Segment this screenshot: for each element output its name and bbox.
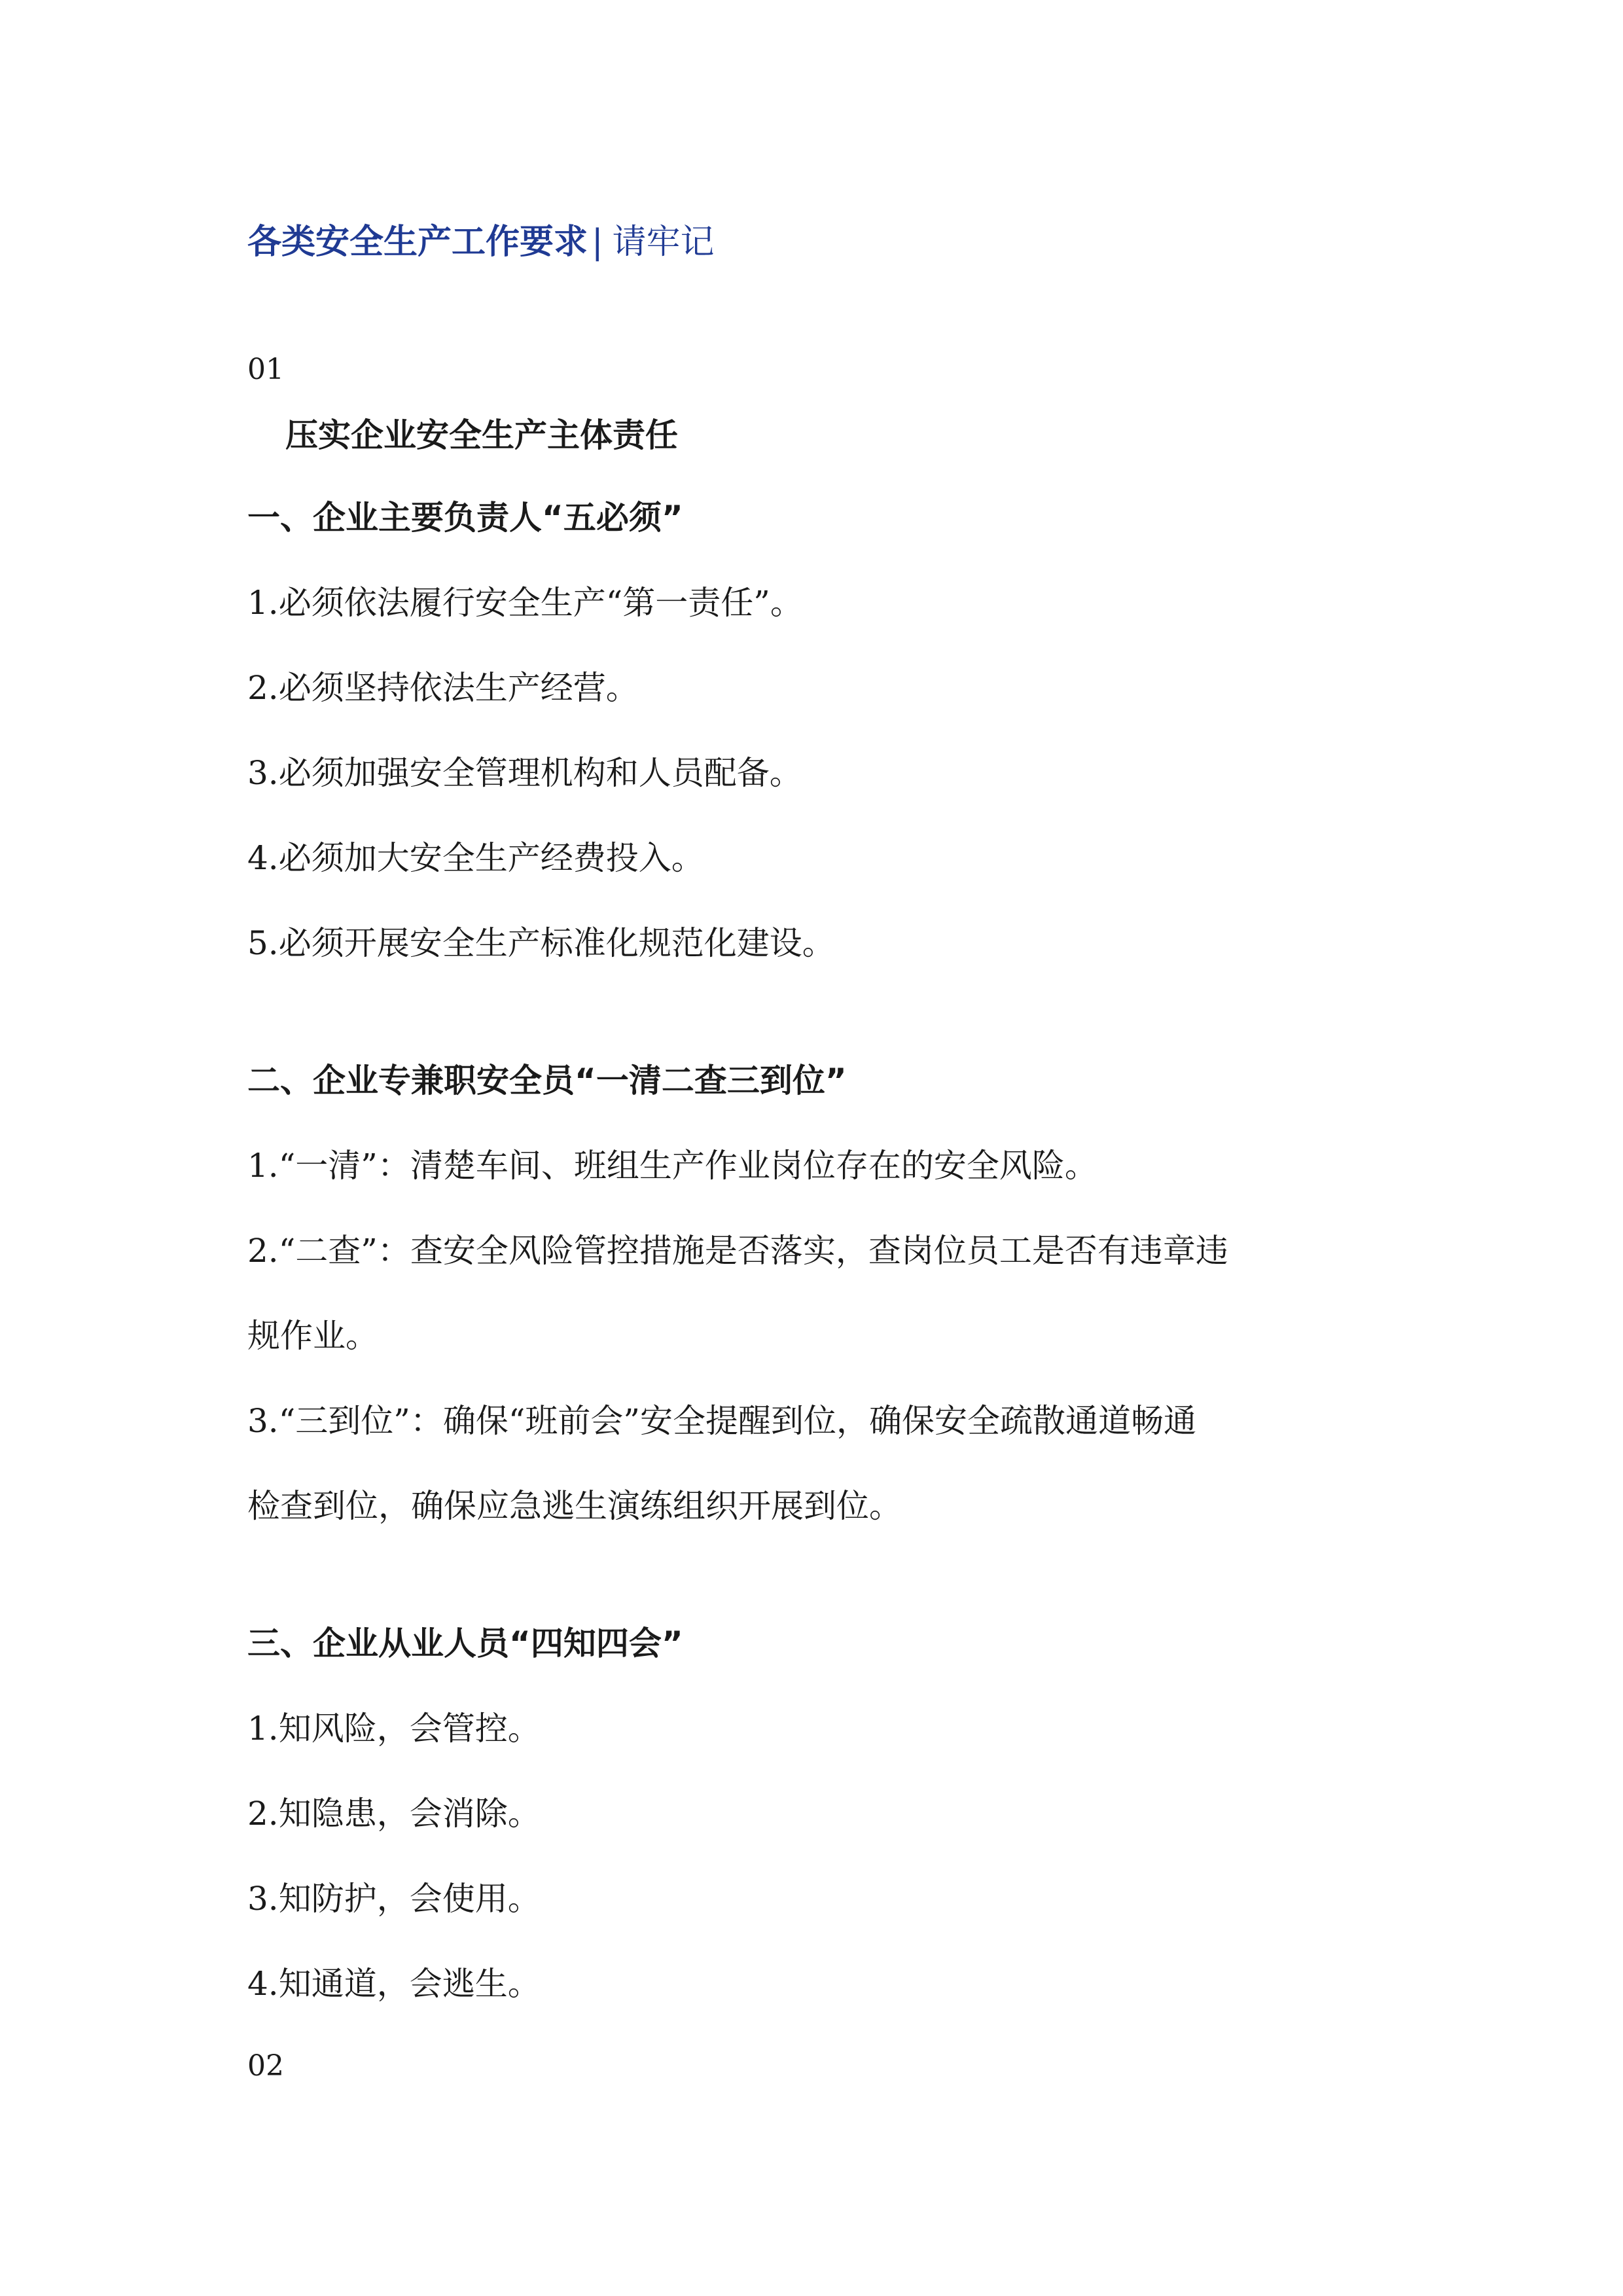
list-item: 5.必须开展安全生产标准化规范化建设。 <box>247 924 835 962</box>
list-item: 2.知隐患，会消除。 <box>247 1795 541 1833</box>
title-separator: | <box>592 223 603 262</box>
document-title <box>247 216 715 268</box>
list-item: 1.“一清”：清楚车间、班组生产作业岗位存在的安全风险。 <box>247 1147 1097 1185</box>
list-item: 2.“二查”：查安全风险管控措施是否落实，查岗位员工是否有违章违 <box>247 1232 1228 1270</box>
title-main: 各类安全生产工作要求 <box>247 223 588 262</box>
document-page <box>247 0 1373 2296</box>
part2-heading: 二、企业专兼职安全员“一清二查三到位” <box>247 1062 847 1100</box>
list-item-continuation: 规作业。 <box>247 1317 378 1355</box>
title-subtitle: 请牢记 <box>612 223 715 262</box>
list-item: 3.必须加强安全管理机构和人员配备。 <box>247 754 802 792</box>
list-item-continuation: 检查到位，确保应急逃生演练组织开展到位。 <box>247 1487 902 1525</box>
list-item: 3.“三到位”：确保“班前会”安全提醒到位，确保安全疏散通道畅通 <box>247 1402 1196 1440</box>
part1-heading: 一、企业主要负责人“五必须” <box>247 499 683 537</box>
part3-heading: 三、企业从业人员“四知四会” <box>247 1624 683 1662</box>
list-item: 4.知通道，会逃生。 <box>247 1965 541 2003</box>
list-item: 3.知防护，会使用。 <box>247 1880 541 1918</box>
section-number-02: 02 <box>247 2049 284 2083</box>
section-number-01: 01 <box>247 353 284 386</box>
list-item: 4.必须加大安全生产经费投入。 <box>247 839 704 877</box>
section-heading: 压实企业安全生产主体责任 <box>285 416 678 454</box>
list-item: 1.必须依法履行安全生产“第一责任”。 <box>247 584 803 622</box>
list-item: 1.知风险，会管控。 <box>247 1710 541 1748</box>
list-item: 2.必须坚持依法生产经营。 <box>247 669 639 707</box>
